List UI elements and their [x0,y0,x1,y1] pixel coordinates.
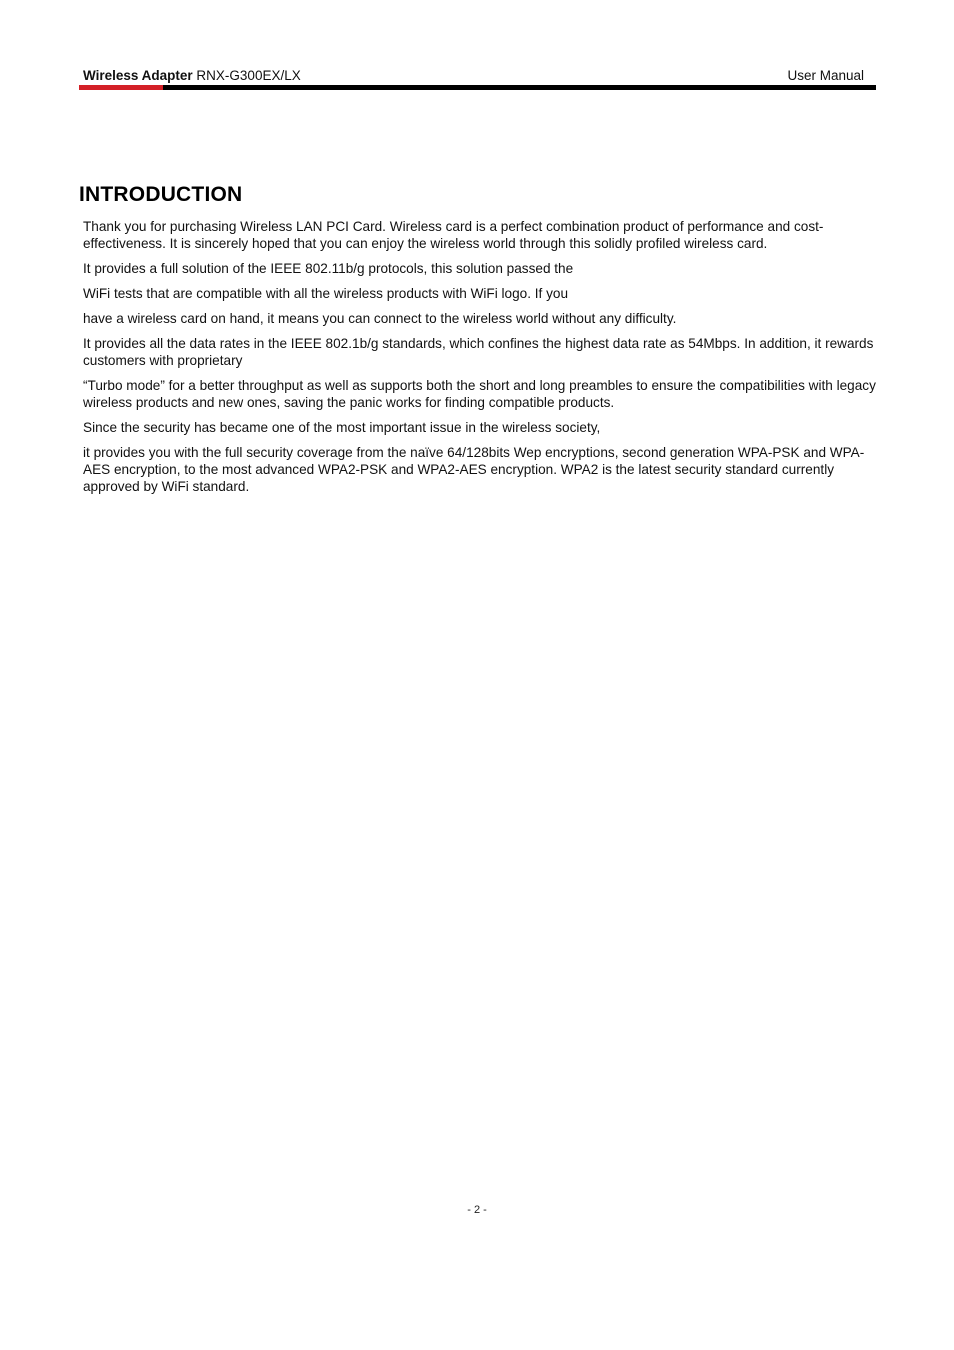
paragraph-1: Thank you for purchasing Wireless LAN PCI Card. Wireless card is a perfect combination product of performance and cost-effectiveness. It is sincerely hoped that you can enjoy the wireless world through this solidly profiled wireless card. [83,219,824,251]
header-rule-accent [79,85,163,90]
header-brand: Wireless Adapter [83,68,193,83]
paragraph-5: It provides all the data rates in the IEEE 802.1b/g standards, which confines the highest data rate as 54Mbps. In addition, it rewards customers with proprietary [83,336,874,368]
header-product [83,68,301,84]
header-doc-type: User Manual [787,68,864,83]
paragraph-4: have a wireless card on hand, it means you can connect to the wireless world without any difficulty. [83,311,677,326]
header-model: RNX-G300EX/LX [192,68,301,83]
page-header [79,67,876,93]
paragraph-6: “Turbo mode” for a better throughput as well as supports both the short and long preambles to ensure the compatibilities with legacy wireless products and new ones, saving the panic works for finding compatible products. [83,378,876,410]
paragraph-2: It provides a full solution of the IEEE 802.11b/g protocols, this solution passed the [83,261,574,276]
paragraph-8: it provides you with the full security coverage from the naïve 64/128bits Wep encryptions, second generation WPA-PSK and WPA-AES encryption, to the most advanced WPA2-PSK and WPA2-AES encryption. WPA2 is the latest security standard currently approved by WiFi standard. [83,445,865,494]
section-title: INTRODUCTION [79,183,243,206]
header-rule [79,85,876,90]
paragraph-7: Since the security has became one of the most important issue in the wireless society, [83,420,601,435]
paragraph-3: WiFi tests that are compatible with all the wireless products with WiFi logo. If you [83,286,569,301]
page-number: - 2 - [467,1204,487,1216]
page-content [79,182,879,503]
